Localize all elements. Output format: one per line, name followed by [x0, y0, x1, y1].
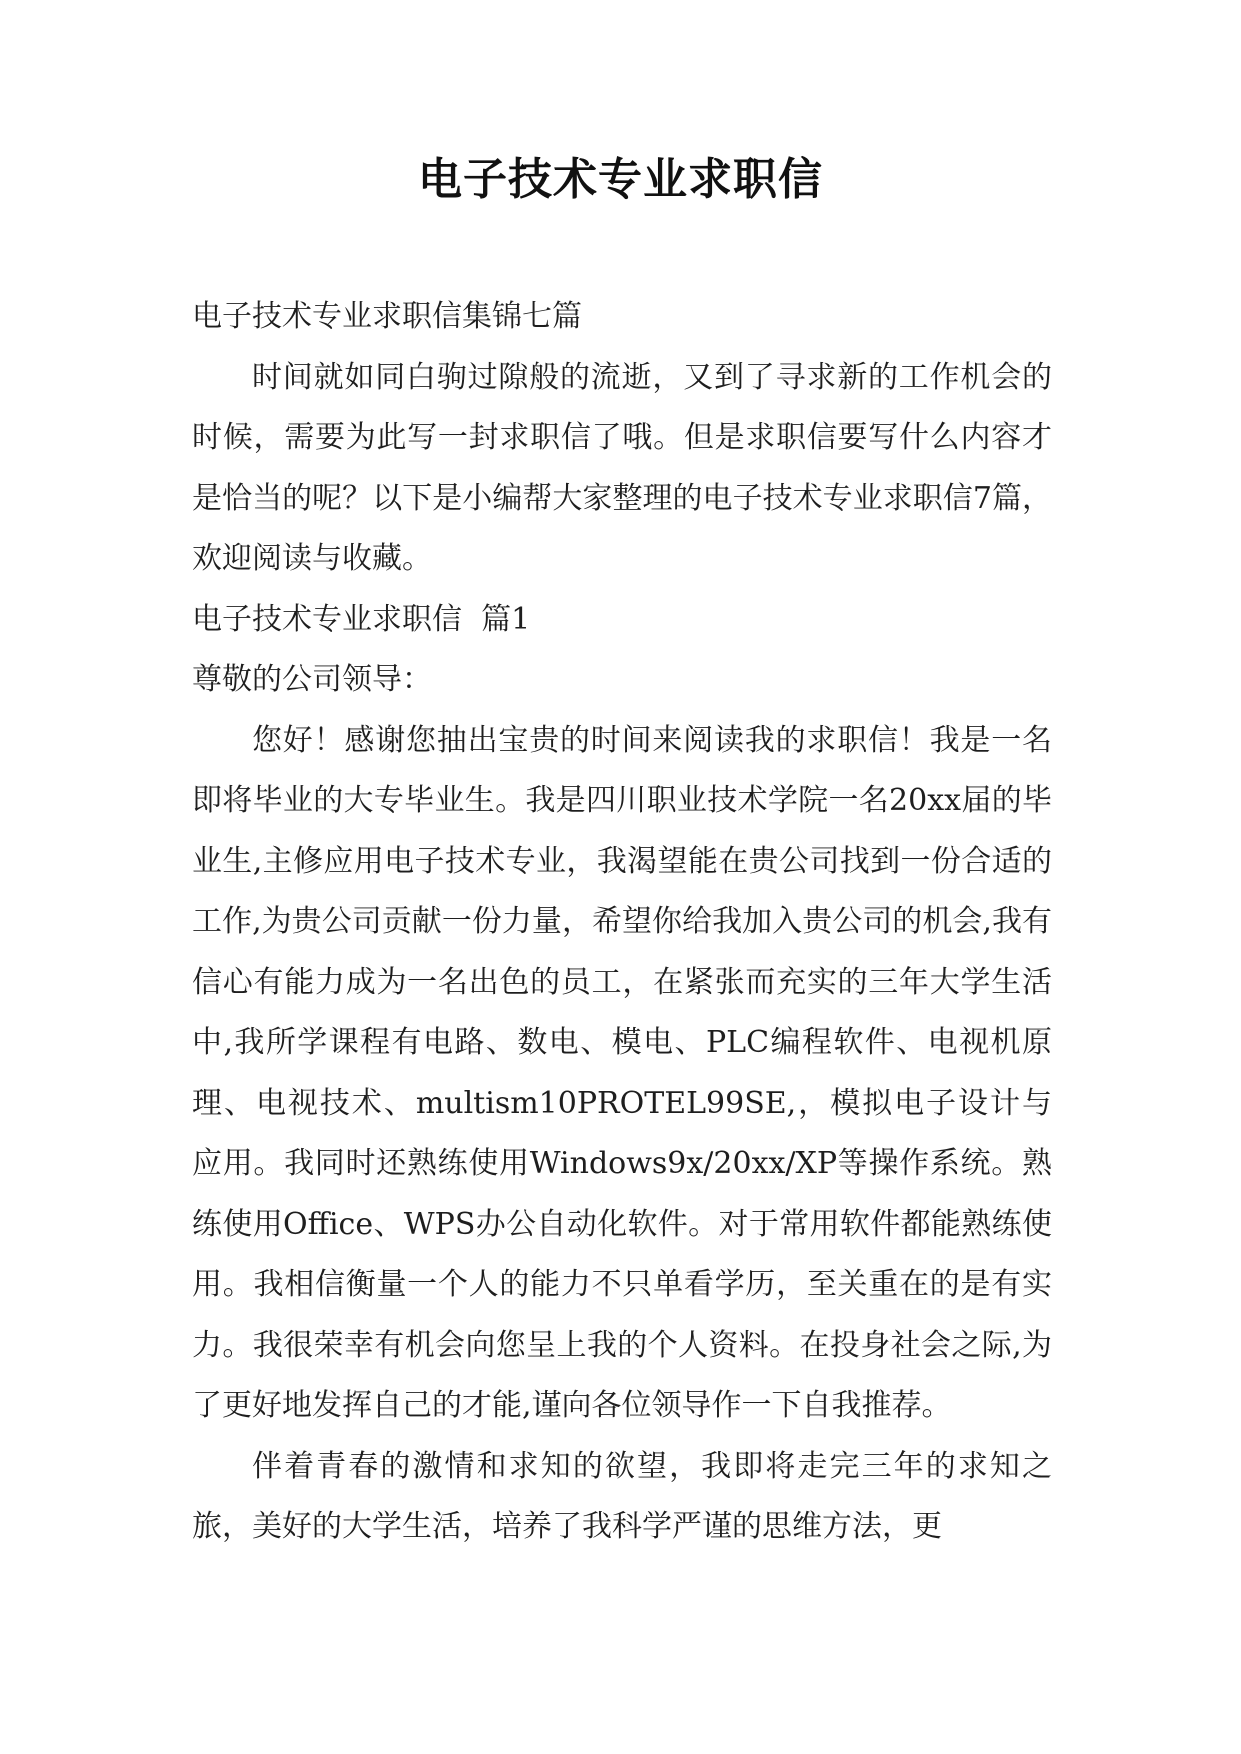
document-body [192, 287, 1052, 1558]
section-heading: 电子技术专业求职信 篇1 [192, 601, 531, 637]
letter-paragraph-continued: 伴着青春的激情和求知的欲望，我即将走完三年的求知之旅，美好的大学生活，培养了我科学严谨的思维方法，更 [192, 1448, 1052, 1544]
document-subtitle: 电子技术专业求职信集锦七篇 [192, 299, 582, 334]
intro-paragraph: 时间就如同白驹过隙般的流逝，又到了寻求新的工作机会的时候，需要为此写一封求职信了哦。但是求职信要写什么内容才是恰当的呢？以下是小编帮大家整理的电子技术专业求职信7篇，欢迎阅读与收藏。 [192, 359, 1052, 576]
letter-paragraph: 您好！感谢您抽出宝贵的时间来阅读我的求职信！我是一名即将毕业的大专毕业生。我是四川职业技术学院一名20xx届的毕业生,主修应用电子技术专业，我渴望能在贵公司找到一份合适的工作,为贵公司贡献一份力量，希望你给我加入贵公司的机会,我有信心有能力成为一名出色的员工，在紧张而充实的三年大学生活中,我所学课程有电路、数电、模电、PLC编程软件、电视机原理、电视技术、multism10PROTEL99SE,，模拟电子设计与应用。我同时还熟练使用Windows9x/20xx/XP等操作系统。熟练使用Office、WPS办公自动化软件。对于常用软件都能熟练使用。我相信衡量一个人的能力不只单看学历，至关重在的是有实力。我很荣幸有机会向您呈上我的个人资料。在投身社会之际,为了更好地发挥自己的才能,谨向各位领导作一下自我推荐。 [192, 722, 1052, 1423]
salutation: 尊敬的公司领导： [192, 662, 432, 697]
document-title: 电子技术专业求职信 [418, 154, 823, 205]
